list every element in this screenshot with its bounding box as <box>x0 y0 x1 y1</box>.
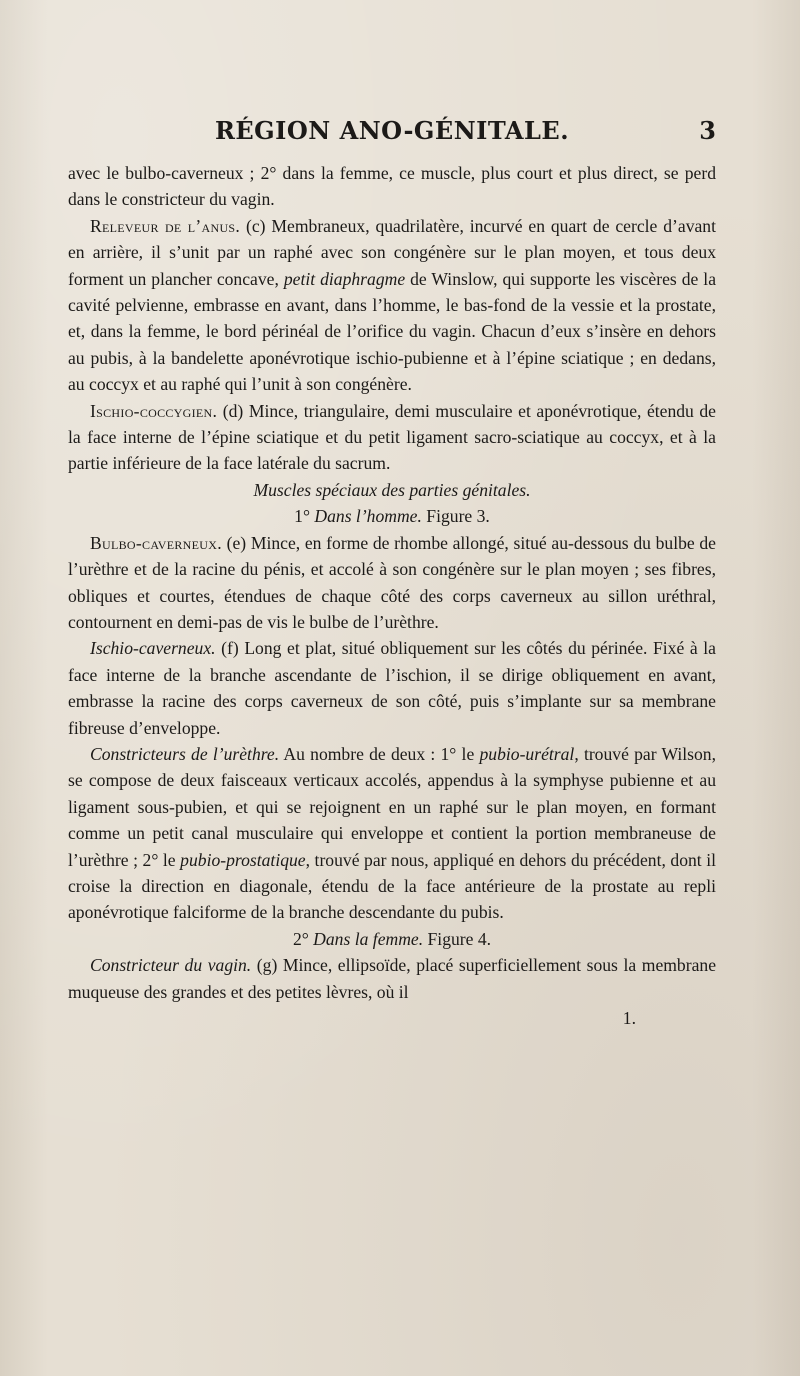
subheading-femme <box>68 926 716 952</box>
paragraph-text: , trouvé par Wilson, se compose de deux faisceaux verticaux accolés, appendus à la symphyse pubienne et au ligament sous-pubien, et qui se rejoignent en un raphé sur le plan moyen, en formant comme un petit canal musculaire qui enveloppe et contient la portion membraneuse de l’urèthre ; 2° le <box>68 743 717 870</box>
subheading-suffix: Figure 3. <box>421 506 490 527</box>
paragraph-intro: avec le bulbo-caverneux ; 2° dans la femme, ce muscle, plus court et plus direct, se perd dans le constricteur du vagin. <box>68 163 716 210</box>
subheading-prefix: 2° <box>292 928 314 949</box>
term-constricteur-vagin: Constricteur du vagin. <box>90 955 252 976</box>
term-ischio-caverneux: Ischio-caverneux. <box>90 638 216 659</box>
paragraph-text: de Winslow, qui supporte les viscères de la cavité pelvienne, embrasse en avant, dans l’homme, le bas-fond de la vessie et la prostate, et, dans la femme, le bord périnéal de l’orifice du vagin. Chacun d’eux s’insère en dehors au pubis, à la bandelette aponévrotique ischio-pubienne et à l’épine sciatique ; en dedans, au coccyx et au raphé qui l’unit à son congénère. <box>68 268 716 395</box>
paragraph-releveur-anus <box>68 213 716 398</box>
paragraph-text: Au nombre de deux : 1° le <box>279 743 480 764</box>
paragraph-text: (g) Mince, ellipsoïde, placé superficiellement sous la membrane muqueuse des grandes et des petites lèvres, où il <box>68 955 717 1002</box>
signature-mark: 1. <box>622 1008 636 1028</box>
term-constricteurs-urethre: Constricteurs de l’urèthre. <box>90 743 280 764</box>
term-releveur-anus: Releveur de l’anus. <box>90 215 241 236</box>
paragraph-bulbo-caverneux <box>68 530 716 636</box>
subheading-italic: Dans l’homme. <box>314 506 422 527</box>
running-title: RÉGION ANO-GÉNITALE. <box>214 116 570 145</box>
paragraph-text: (d) Mince, triangulaire, demi musculaire et aponévrotique, étendu de la face interne de l’épine sciatique et du petit ligament sacro-sciatique au coccyx, et à la partie inférieure de la face latérale du sacrum. <box>68 400 716 474</box>
paragraph-text: (f) Long et plat, situé obliquement sur les côtés du périnée. Fixé à la face interne de la branche ascendante de l’ischion, il se dirige obliquement en avant, embrasse la racine des corps caverneux de son côté, puis s’implante sur sa membrane fibreuse d’enveloppe. <box>68 638 716 738</box>
body-text <box>68 160 716 1031</box>
paragraph-text: (e) Mince, en forme de rhombe allongé, situé au-dessous du bulbe de l’urèthre et de la racine du pénis, et accolé à son congénère sur le plan moyen ; ses fibres, obliques et courtes, étendues de chaque côté des corps caverneux au sillon uréthral, contournent en demi-pas de vis le bulbe de l’urèthre. <box>68 532 716 632</box>
paragraph-constricteur-vagin <box>68 952 716 1005</box>
subheading-italic: Dans la femme. <box>313 928 424 949</box>
section-heading: Muscles spéciaux des parties génitales. <box>253 479 531 500</box>
italic-term: petit diaphragme <box>283 268 406 289</box>
italic-term: pubio-urétral <box>479 743 575 764</box>
italic-term: pubio-prostatique <box>180 849 306 870</box>
subheading-prefix: 1° <box>294 506 315 527</box>
subheading-suffix: Figure 4. <box>423 928 492 949</box>
term-ischio-coccygien: Ischio-coccygien. <box>90 400 218 421</box>
paragraph-text: , trouvé par nous, appliqué en dehors du précédent, dont il croise la direction en diagonale, étendu de la face antérieure de la prostate au repli aponévrotique falciforme de la branche descendante du pubis. <box>68 849 717 923</box>
paragraph-ischio-coccygien <box>68 398 716 477</box>
paragraph-constricteurs-urethre <box>68 741 716 926</box>
book-page <box>68 116 716 1031</box>
paragraph-text: (c) Membraneux, quadrilatère, incurvé en quart de cercle d’avant en arrière, il s’unit par un raphé avec son congénère sur le plan moyen, et tous deux forment un plancher concave, <box>68 215 716 289</box>
page-number: 3 <box>699 116 716 145</box>
page-header <box>68 116 716 152</box>
term-bulbo-caverneux: Bulbo-caverneux. <box>90 532 222 553</box>
subheading-homme <box>68 503 716 529</box>
paragraph-ischio-caverneux <box>68 635 716 741</box>
